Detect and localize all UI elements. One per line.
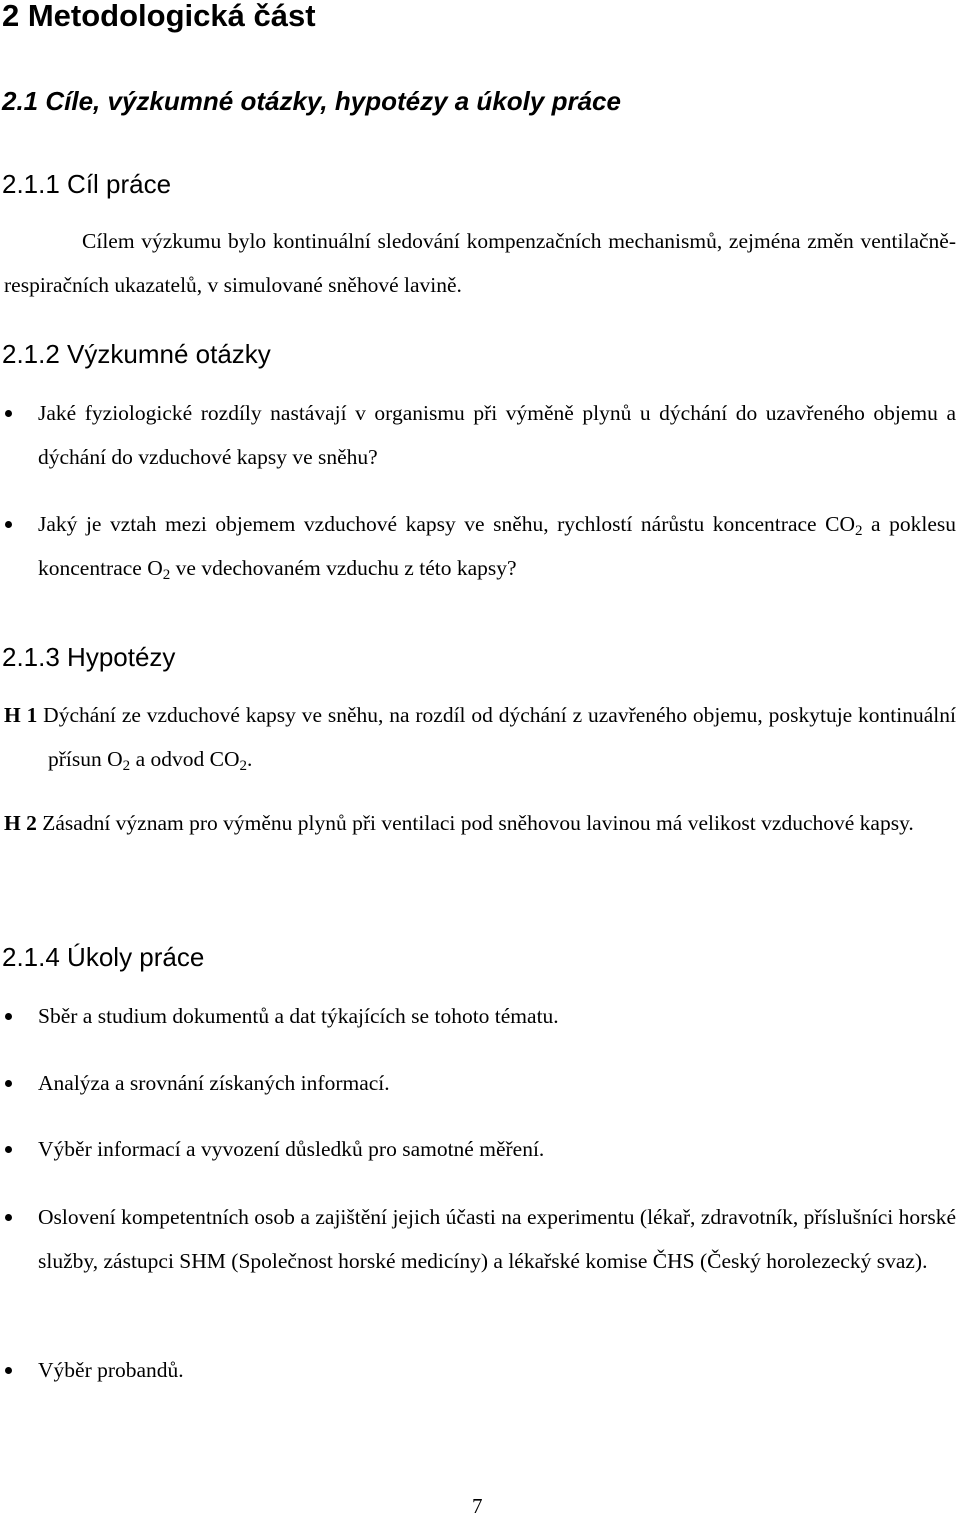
page-number: 7 [472,1494,483,1518]
task-item: Oslovení kompetentních osob a zajištění jejich účasti na experimentu (lékař, zdravotník, příslušníci horské služby, zástupci SHM (Společnost horské medicíny) a lékařské komise ČHS (Český horolezecký svaz). [38,1205,956,1273]
bullet-icon [5,1214,12,1221]
bullet-icon [5,1367,12,1374]
hypothesis-label: H 1 [4,703,38,727]
bullet-icon [5,521,12,528]
task-item: Analýza a srovnání získaných informací. [38,1071,390,1095]
hypotheses-heading: 2.1.3 Hypotézy [2,642,176,672]
question-item: Jaký je vztah mezi objemem vzduchové kapsy ve sněhu, rychlostí nárůstu koncentrace $CO_2$ a poklesu koncentrace $O_2$ ve vdechovaném vzduchu z této kapsy? [38,512,956,583]
bullet-icon [5,410,12,417]
chapter-heading: 2 Metodologická část [2,0,316,33]
task-item: Výběr probandů. [38,1358,184,1382]
bullet-icon [5,1080,12,1087]
hypothesis-label: H 2 [4,811,37,835]
bullet-icon [5,1146,12,1153]
task-item: Sběr a studium dokumentů a dat týkajících se tohoto tématu. [38,1004,559,1028]
section-heading: 2.1 Cíle, výzkumné otázky, hypotézy a úkoly práce [2,86,621,116]
hypothesis-item: H 2 Zásadní význam pro výměnu plynů při ventilaci pod sněhovou lavinou má velikost vzduchové kapsy. [4,811,914,835]
bullet-icon [5,1013,12,1020]
goal-paragraph: Cílem výzkumu bylo kontinuální sledování kompenzačních mechanismů, zejména změn ventilačně-respiračních ukazatelů, v simulované sněhové lavině. [4,229,956,297]
task-item: Výběr informací a vyvození důsledků pro samotné měření. [38,1137,545,1161]
question-item: Jaké fyziologické rozdíly nastávají v organismu při výměně plynů u dýchání do uzavřeného objemu a dýchání do vzduchové kapsy ve sněhu? [38,401,956,469]
hypothesis-item: H 1 Dýchání ze vzduchové kapsy ve sněhu, na rozdíl od dýchání z uzavřeného objemu, poskytuje kontinuální přísun $O_2$ a odvod $CO_2$. [4,703,956,774]
goal-heading: 2.1.1 Cíl práce [2,169,172,199]
tasks-heading: 2.1.4 Úkoly práce [2,942,205,972]
questions-heading: 2.1.2 Výzkumné otázky [2,339,271,369]
